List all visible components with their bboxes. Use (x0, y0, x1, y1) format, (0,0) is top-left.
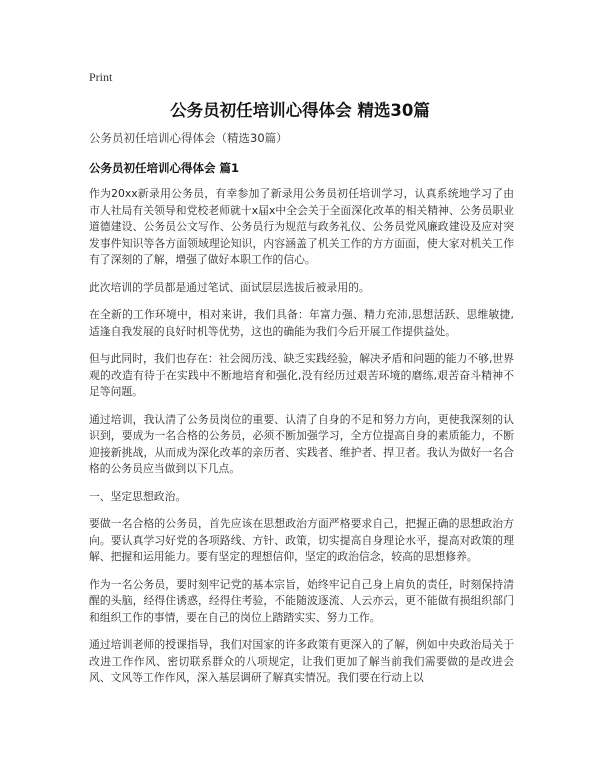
section-heading: 公务员初任培训心得体会 篇1 (89, 161, 240, 175)
page-title: 公务员初任培训心得体会 精选30篇 (170, 101, 430, 120)
paragraph: 要做一名合格的公务员，首先应该在思想政治方面严格要求自己，把握正确的思想政治方向。要认真学习好党的各项路线、方针、政策，切实提高自身理论水平，提高对政策的理解、把握和运用能力。要有坚定的理想信仰，坚定的政治信念，较高的思想修养。 (89, 517, 514, 563)
print-link[interactable]: Print (89, 70, 113, 84)
paragraph: 作为20xx新录用公务员，有幸参加了新录用公务员初任培训学习，认真系统地学习了由市人社局有关领导和党校老师就十x届x中全会关于全面深化改革的相关精神、公务员职业道德建设、公务员公文写作、公务员行为规范与政务礼仪、公务员党风廉政建设及应对突发事件知识等各方面领域理论知识，内容涵盖了机关工作的方方面面，使大家对机关工作有了深刻的了解，增强了做好本职工作的信心。 (89, 187, 514, 266)
paragraph: 通过培训，我认清了公务员岗位的重要、认清了自身的不足和努力方向，更使我深刻的认识到，要成为一名合格的公务员，必须不断加强学习，全方位提高自身的素质能力，不断迎接新挑战，从而成为深化改革的亲历者、实践者、维护者、捍卫者。我认为做好一名合格的公务员应当做到以下几点。 (89, 412, 514, 475)
article-subtitle: 公务员初任培训心得体会（精选30篇） (89, 131, 288, 145)
paragraph: 此次培训的学员都是通过笔试、面试层层选拔后被录用的。 (89, 280, 370, 294)
paragraph: 但与此同时，我们也存在：社会阅历浅、缺乏实践经验，解决矛盾和问题的能力不够,世界观的改造有待于在实践中不断地培育和强化,没有经历过艰苦环境的磨练,艰苦奋斗精神不足等问题。 (89, 352, 514, 398)
paragraph: 在全新的工作环境中，相对来讲，我们具备：年富力强、精力充沛,思想活跃、思维敏捷,适逢自我发展的良好时机等优势，这也的确能为我们今后开展工作提供益处。 (89, 308, 514, 338)
paragraph: 一、坚定思想政治。 (89, 489, 187, 503)
article-body (89, 130, 514, 698)
paragraph: 通过培训老师的授课指导，我们对国家的许多政策有更深入的了解，例如中央政治局关于改进工作作风、密切联系群众的八项规定，让我们更加了解当前我们需要做的是改进会风、文风等工作作风，深入基层调研了解真实情况。我们要在行动上以 (89, 638, 514, 684)
paragraph: 作为一名公务员，要时刻牢记党的基本宗旨，始终牢记自己身上肩负的责任，时刻保持清醒的头脑，经得住诱惑，经得住考验，不能随波逐流、人云亦云，更不能做有损组织部门和组织工作的事情，要在自己的岗位上踏踏实实、努力工作。 (89, 577, 514, 624)
